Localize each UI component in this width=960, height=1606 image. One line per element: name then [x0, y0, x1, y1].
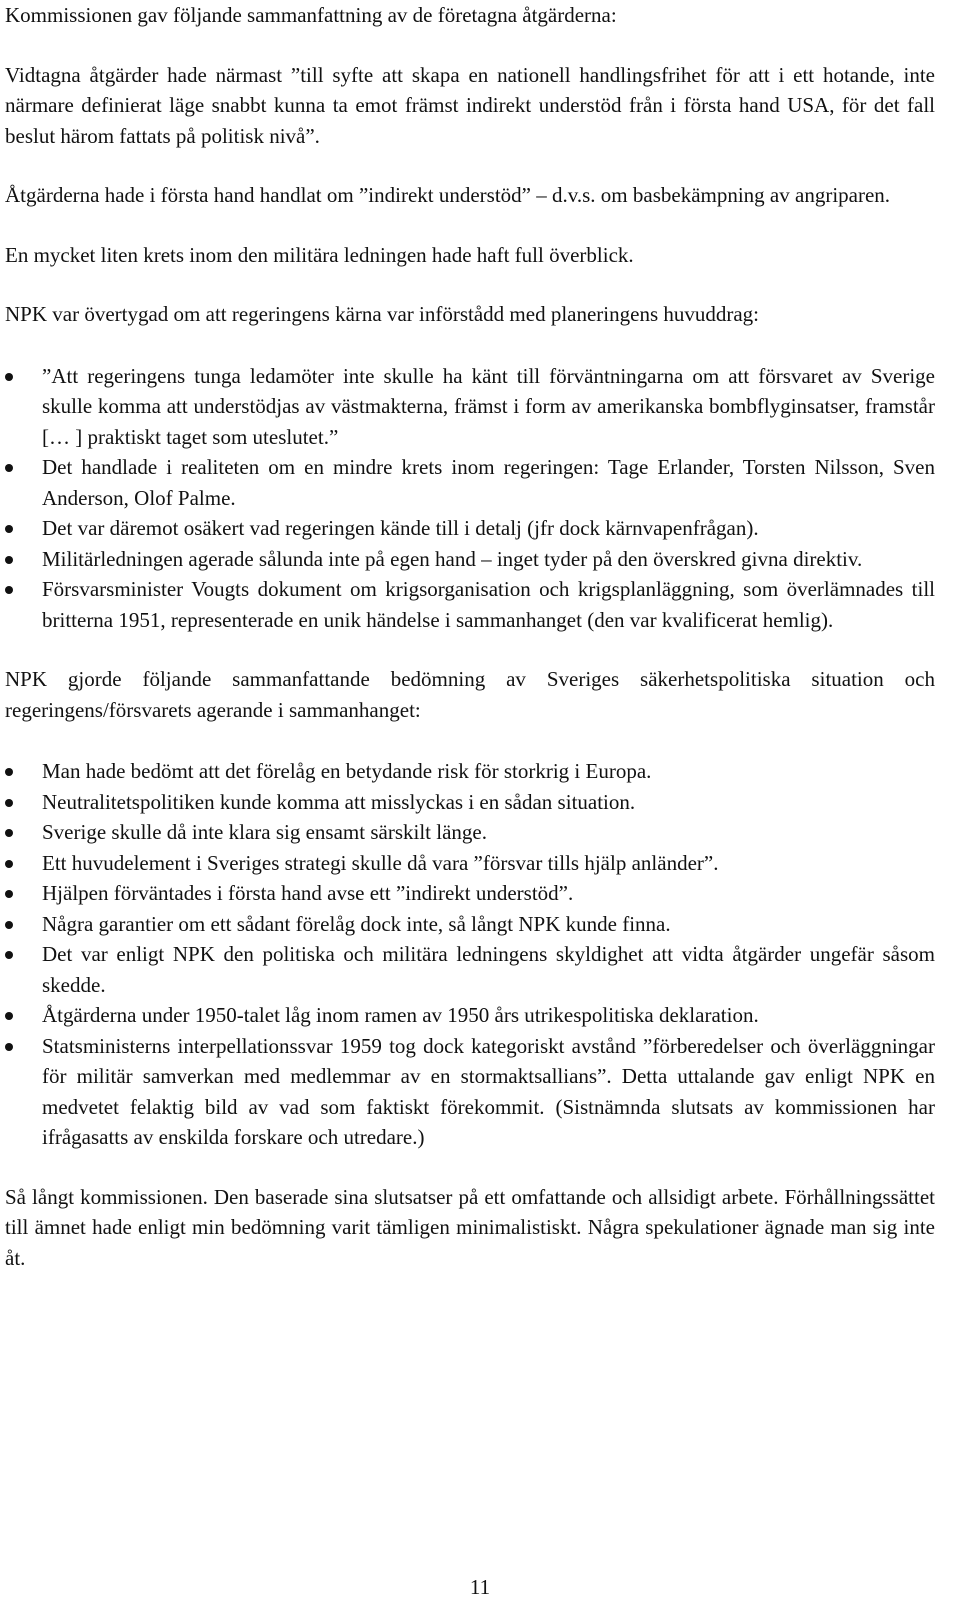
bullet-icon	[5, 525, 13, 533]
bullet-icon	[5, 799, 13, 807]
document-page	[5, 0, 935, 1273]
paragraph-4: NPK var övertygad om att regeringens kärna var införstådd med planeringens huvuddrag:	[5, 302, 760, 326]
paragraph-1: Vidtagna åtgärder hade närmast ”till syfte att skapa en nationell handlingsfrihet för att i ett hotande, inte närmare definierat läge snabbt kunna ta emot främst indirekt understöd från i första hand USA, för det fall beslut härom fattats på politisk nivå”.	[5, 62, 935, 148]
list-item-text: Militärledningen agerade sålunda inte på egen hand – inget tyder på den överskred givna direktiv.	[42, 546, 863, 571]
list-item	[5, 544, 935, 575]
list-item	[5, 574, 935, 635]
list-item-text: Ett huvudelement i Sveriges strategi skulle då vara ”försvar tills hjälp anländer”.	[42, 850, 719, 875]
bullet-icon	[5, 1012, 13, 1020]
list-item	[5, 452, 935, 513]
list-item	[5, 756, 935, 787]
list-item-text: Neutralitetspolitiken kunde komma att misslyckas i en sådan situation.	[42, 789, 636, 814]
list-item	[5, 878, 935, 909]
list-item-text: Det handlade i realiteten om en mindre krets inom regeringen: Tage Erlander, Torsten Nilsson, Sven Anderson, Olof Palme.	[42, 455, 935, 510]
list-item	[5, 909, 935, 940]
bullet-list-2	[5, 756, 935, 1153]
list-item-text: Sverige skulle då inte klara sig ensamt särskilt länge.	[42, 820, 487, 844]
list-item	[5, 361, 935, 453]
list-item-text: Det var däremot osäkert vad regeringen kände till i detalj (jfr dock kärnvapenfrågan).	[42, 516, 759, 540]
list-item-text: Man hade bedömt att det förelåg en betydande risk för storkrig i Europa.	[42, 759, 652, 783]
bullet-icon	[5, 921, 13, 929]
list-item	[5, 939, 935, 1000]
list-item-text: Det var enligt NPK den politiska och militära ledningens skyldighet att vidta åtgärder ungefär såsom skedde.	[42, 942, 935, 997]
intro-paragraph: Kommissionen gav följande sammanfattning av de företagna åtgärderna:	[5, 3, 617, 27]
bullet-icon	[5, 586, 13, 594]
bullet-icon	[5, 768, 13, 776]
list-item-text: Åtgärderna under 1950-talet låg inom ramen av 1950 års utrikespolitiska deklaration.	[42, 1003, 759, 1027]
bullet-icon	[5, 1043, 13, 1051]
list-item	[5, 1031, 935, 1153]
bullet-icon	[5, 556, 13, 564]
list-item	[5, 1000, 935, 1031]
list-item-text: ”Att regeringens tunga ledamöter inte skulle ha känt till förväntningarna om att försvaret av Sverige skulle komma att understödjas av västmakterna, främst i form av amerikanska bombflyginsatser, framstår [… ] praktiskt taget som uteslutet.”	[42, 363, 935, 449]
paragraph-6: Så långt kommissionen. Den baserade sina slutsatser på ett omfattande och allsidigt arbete. Förhållningssättet till ämnet hade enligt min bedömning varit tämligen minimalistiskt. Några spekulationer ägnade man sig inte åt.	[5, 1184, 935, 1270]
list-item	[5, 848, 935, 879]
bullet-icon	[5, 373, 13, 381]
list-item-text: Några garantier om ett sådant förelåg dock inte, så långt NPK kunde finna.	[42, 911, 671, 936]
bullet-icon	[5, 951, 13, 959]
bullet-icon	[5, 829, 13, 837]
list-item-text: Försvarsminister Vougts dokument om krigsorganisation och krigsplanläggning, som överlämnades till britterna 1951, representerade en unik händelse i sammanhanget (den var kvalificerat hemlig).	[42, 577, 935, 632]
paragraph-3: En mycket liten krets inom den militära ledningen hade haft full överblick.	[5, 242, 634, 267]
list-item	[5, 817, 935, 848]
bullet-icon	[5, 860, 13, 868]
bullet-icon	[5, 464, 13, 472]
list-item	[5, 787, 935, 818]
paragraph-5: NPK gjorde följande sammanfattande bedömning av Sveriges säkerhetspolitiska situation och regeringens/försvarets agerande i sammanhanget:	[5, 667, 935, 722]
list-item-text: Hjälpen förväntades i första hand avse ett ”indirekt understöd”.	[42, 881, 574, 905]
list-item	[5, 513, 935, 544]
paragraph-2: Åtgärderna hade i första hand handlat om ”indirekt understöd” – d.v.s. om basbekämpning av angriparen.	[5, 183, 891, 207]
page-number: 11	[469, 1575, 491, 1599]
bullet-list-1	[5, 361, 935, 636]
bullet-icon	[5, 890, 13, 898]
list-item-text: Statsministerns interpellationssvar 1959 tog dock kategoriskt avstånd ”förberedelser och överläggningar för militär samverkan med medlemmar av en stormaktsallians”. Detta uttalande gav enligt NPK en medvetet felaktig bild av vad som faktiskt förekommit. (Sistnämnda slutsats av kommissionen har ifrågasatts av enskilda forskare och utredare.)	[42, 1033, 935, 1149]
